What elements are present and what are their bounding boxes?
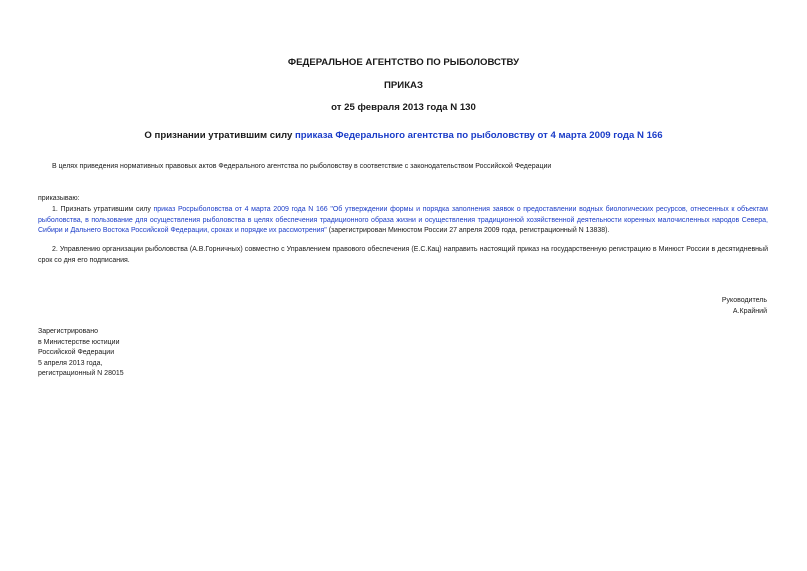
item-2-paragraph — [38, 245, 768, 266]
registration-line: 5 апреля 2013 года, — [38, 359, 103, 367]
signature-position: Руководитель — [721, 297, 767, 304]
prikazyvayu-text: приказываю: — [38, 195, 80, 202]
title-link[interactable]: приказа Федерального агентства по рыболовству от 4 марта 2009 года N 166 — [294, 130, 663, 141]
item-1-paragraph — [38, 205, 768, 237]
item-1-link[interactable]: приказ Росрыболовства от 4 марта 2009 года N 166 "Об утверждении формы и порядка заполнения заявок о предоставлении водных биологических ресурсов, отнесенных к объектам рыболовства, в пользование для осуществления рыболовства в целях обеспечения традиционного образа жизни и осуществления традиционной хозяйственной деятельности коренных малочисленных народов Севера, Сибири и Дальнего Востока Российской Федерации, сроках и порядке их рассмотрения" — [38, 206, 768, 235]
registration-block — [38, 327, 124, 380]
preamble-paragraph: В целях приведения нормативных правовых актов Федерального агентства по рыболовству в соответствие с законодательством Российской Федерации — [52, 163, 552, 170]
document-title-prefix: О признании утратившим силу — [144, 130, 295, 141]
document-type-heading: ПРИКАЗ — [384, 80, 423, 91]
registration-line: Зарегистрировано — [38, 328, 98, 335]
registration-line: Российской Федерации — [38, 349, 115, 357]
item-1-prefix: 1. Признать утратившим силу — [52, 206, 154, 213]
document-date: от 25 февраля 2013 года N 130 — [331, 102, 476, 113]
signature-block — [722, 296, 767, 317]
registration-line: в Министерстве юстиции — [38, 338, 120, 346]
document-title — [0, 130, 807, 141]
item-1-suffix: (зарегистрирован Минюстом России 27 апреля 2009 года, регистрационный N 13838). — [326, 227, 610, 235]
registration-line: регистрационный N 28015 — [38, 370, 124, 378]
organization-heading: ФЕДЕРАЛЬНОЕ АГЕНТСТВО ПО РЫБОЛОВСТВУ — [287, 57, 520, 68]
item-2-text: 2. Управлению организации рыболовства (А.В.Горничных) совместно с Управлением правового обеспечения (Е.С.Кац) направить настоящий приказ на государственную регистрацию в Минюст России в десятидневный срок со дня его подписания. — [38, 246, 768, 264]
signature-name: А.Крайний — [732, 307, 767, 315]
